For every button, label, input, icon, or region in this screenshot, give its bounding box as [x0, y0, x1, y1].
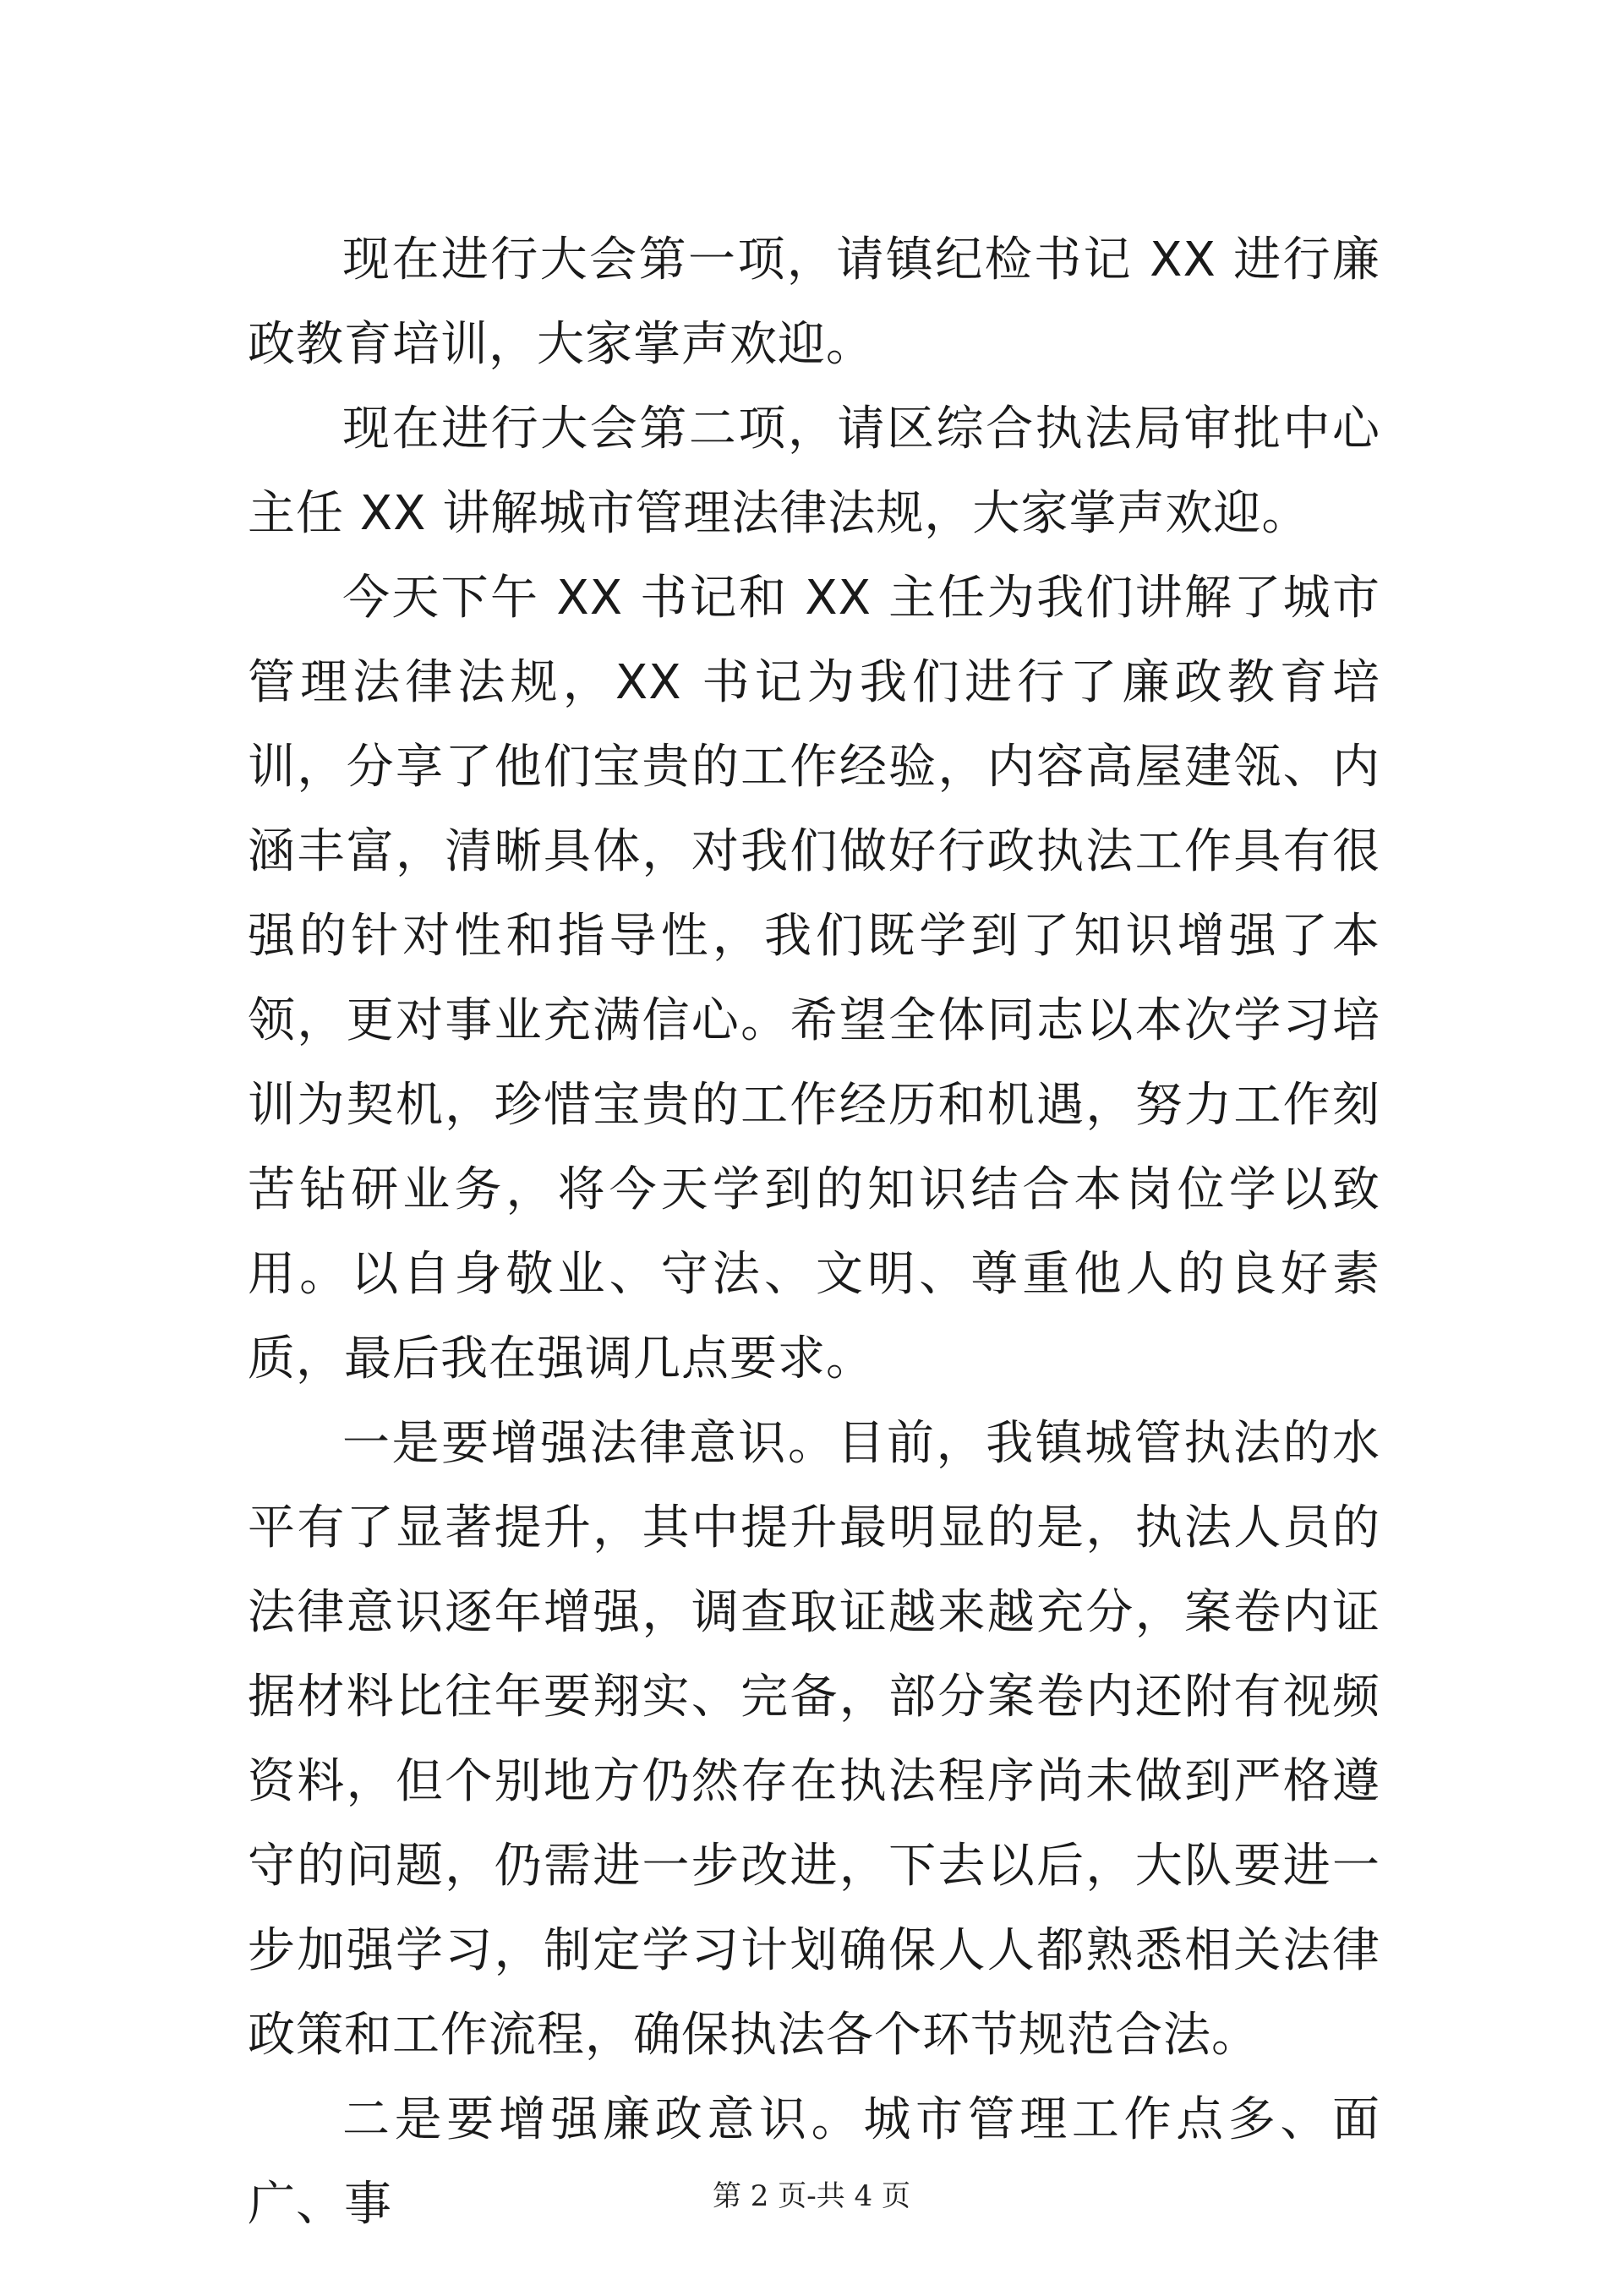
- paragraph-requirement-1: 一是要增强法律意识。目前，我镇城管执法的水平有了显著提升，其中提升最明显的是，执法人员的法律意识逐年增强，调查取证越来越充分，案卷内证据材料比往年要翔实、完备，部分案卷内还附有视频资料，但个别地方仍然存在执法程序尚未做到严格遵守的问题，仍需进一步改进，下去以后，大队要进一步加强学习，制定学习计划确保人人都熟悉相关法律政策和工作流程，确保执法各个环节规范合法。: [248, 1416, 1380, 2063]
- paragraph-requirement-2: 二是要增强廉政意识。城市管理工作点多、面广、事: [248, 2092, 1380, 2232]
- paragraph-summary: 今天下午 XX 书记和 XX 主任为我们讲解了城市管理法律法规，XX 书记为我们进行了廉政教育培训，分享了他们宝贵的工作经验，内容高屋建瓴、内涵丰富，清晰具体，对我们做好行政执法工作具有很强的针对性和指导性，我们既学到了知识增强了本领，更对事业充满信心。希望全体同志以本次学习培训为契机，珍惜宝贵的工作经历和机遇，努力工作刻苦钻研业务，将今天学到的知识结合本岗位学以致用。以自身敬业、守法、文明、尊重他人的良好素质，最后我在强调几点要求。: [248, 571, 1380, 1386]
- paragraph-item-1: 现在进行大会第一项，请镇纪检书记 XX 进行廉政教育培训，大家掌声欢迎。: [248, 232, 1380, 372]
- page-number-footer: 第 2 页-共 4 页: [713, 2179, 910, 2213]
- document-body: [248, 218, 1380, 2247]
- paragraph-item-2: 现在进行大会第二项，请区综合执法局审批中心主任 XX 讲解城市管理法律法规，大家掌声欢迎。: [248, 402, 1380, 541]
